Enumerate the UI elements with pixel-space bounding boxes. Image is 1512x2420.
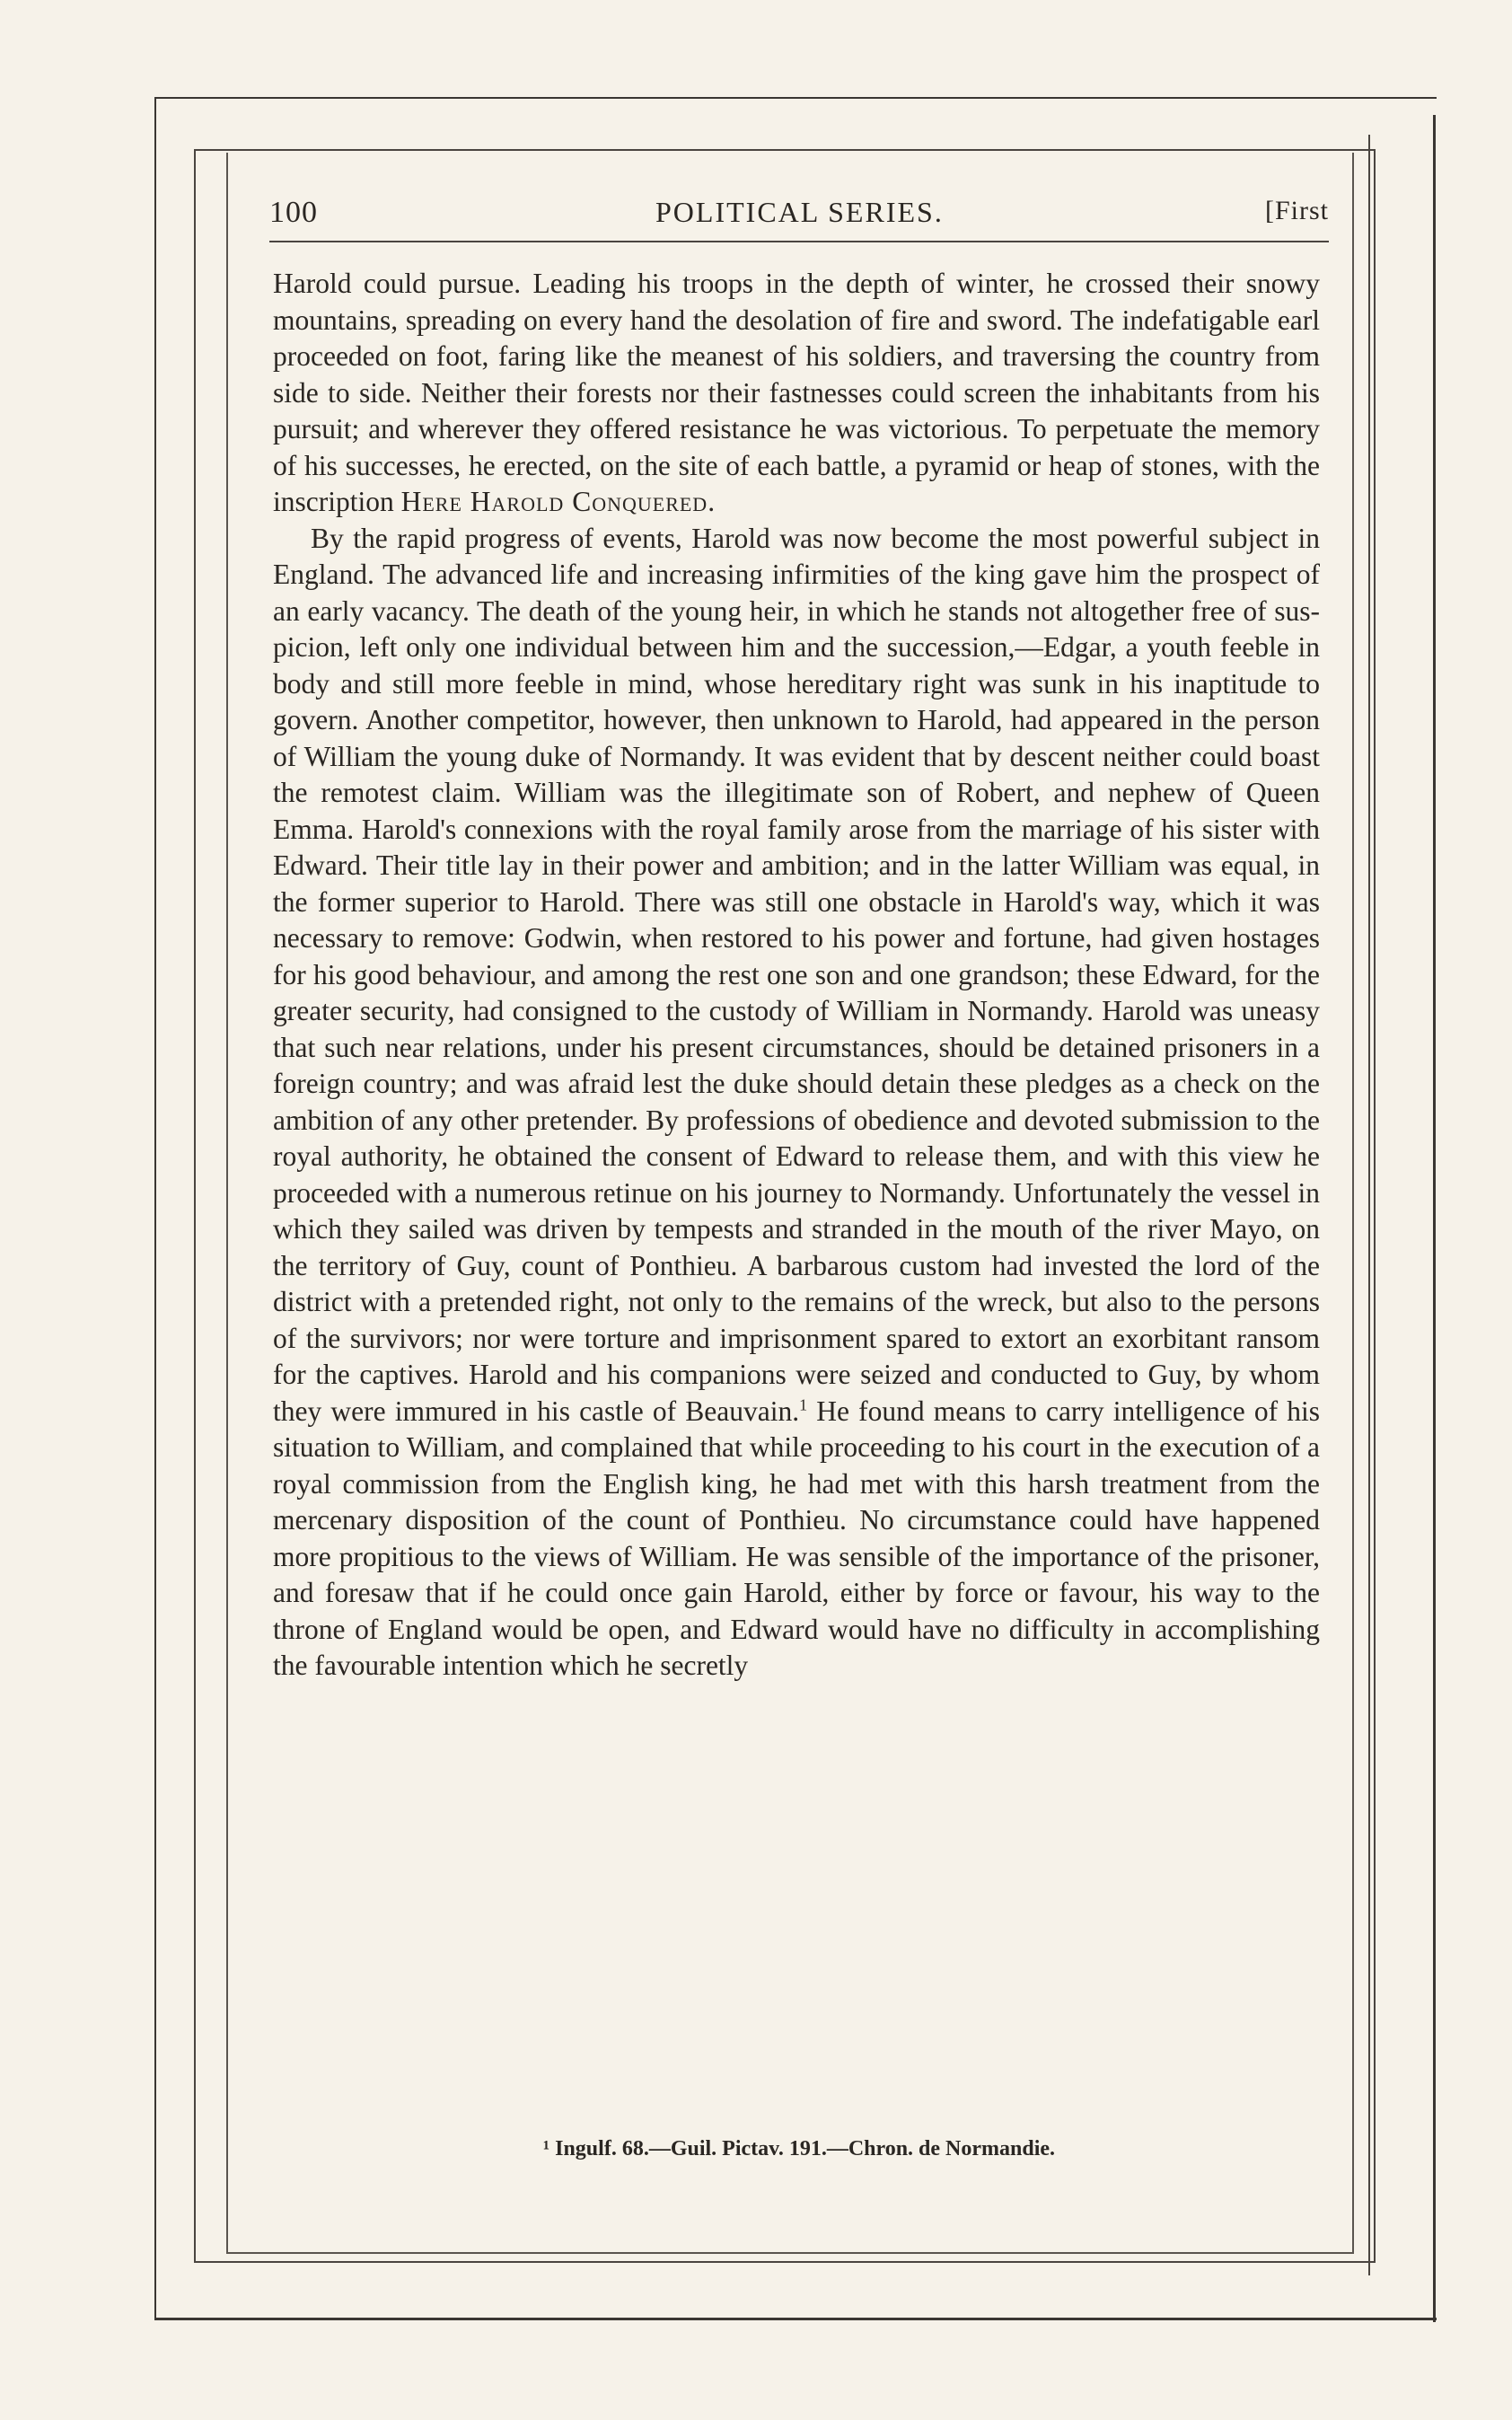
inscription: Here Harold Conquered.	[400, 486, 716, 517]
page-number: 100	[269, 196, 318, 229]
paragraph-1	[273, 266, 1320, 521]
section-mark: [First	[1264, 196, 1329, 225]
footnote-marker: 1	[799, 1395, 808, 1413]
paragraph-2-text-a: By the rapid progress of events, Harold was now become the most powerful subject in England. The advanced life and increasing infirmities of the king gave him the prospect of an early vacancy. The death of the young heir, in which he stands not altogether free of suspicion, left only one individual between him and the succession,—Edgar, a youth feeble in body and still more feeble in mind, whose hereditary right was sunk in his inaptitude to govern. Another competitor, however, then unknown to Harold, had appeared in the person of William the young duke of Normandy. It was evident that by descent neither could boast the remotest claim. William was the illegitimate son of Robert, and nephew of Queen Emma. Harold's connexions with the royal family arose from the marriage of his sister with Edward. Their title lay in their power and ambition; and in the latter William was equal, in the former superior to Harold. There was still one obstacle in Harold's way, which it was necessary to remove: Godwin, when restored to his power and fortune, had given hostages for his good behaviour, and among the rest one son and one grandson; these Edward, for the greater security, had consigned to the custody of William in Normandy. Harold was uneasy that such near relations, under his present circumstances, should be detained prisoners in a foreign country; and was afraid lest the duke should detain these pledges as a check on the ambition of any other pretender. By professions of obedience and devoted submission to the royal authority, he obtained the consent of Edward to release them, and with this view he proceeded with a numerous retinue on his journey to Normandy. Unfortunately the vessel in which they sailed was driven by tempests and stranded in the mouth of the river Mayo, on the territory of Guy, count of Ponthieu. A barbarous custom had invested the lord of the district with a pretended right, not only to the remains of the wreck, but also to the persons of the survivors; nor were torture and imprisonment spared to extort an exorbitant ransom for the captives. Harold and his companions were seized and conducted to Guy, by whom they were immured in his castle of Beauvain.	[273, 522, 1320, 1427]
page-inner-border-right	[1368, 135, 1370, 2275]
paragraph-2-text-b: He found means to carry intelligence of his situation to William, and complained that while proceeding to his court in the execution of a royal commission from the English king, he had met with this harsh treatment from the mercenary disposition of the count of Ponthieu. No circumstance could have happened more propitious to the views of William. He was sensible of the importance of the prisoner, and foresaw that if he could once gain Harold, either by force or favour, his way to the throne of England would be open, and Edward would have no difficulty in accomplishing the favourable intention which he secretly	[273, 1395, 1320, 1681]
page-outer-border-right	[1433, 115, 1436, 2322]
header-rule	[269, 241, 1329, 242]
paragraph-2	[273, 521, 1320, 1685]
page-header	[269, 196, 1329, 241]
paragraph-1-text: Harold could pursue. Leading his troops in the depth of winter, he crossed their snowy mountains, spreading on every hand the desolation of fire and sword. The indefatigable earl proceeded on foot, faring like the meanest of his soldiers, and traversing the country from side to side. Neither their forests nor their fastnesses could screen the inhabitants from his pursuit; and wherever they offered resistance he was victorious. To perpetuate the memory of his successes, he erected, on the site of each battle, a pyramid or heap of stones, with the inscription	[273, 268, 1320, 517]
footnote: ¹ Ingulf. 68.—Guil. Pictav. 191.—Chron. de Normandie.	[542, 2137, 1056, 2160]
running-title: POLITICAL SERIES.	[655, 196, 944, 228]
body-text	[273, 266, 1320, 1685]
